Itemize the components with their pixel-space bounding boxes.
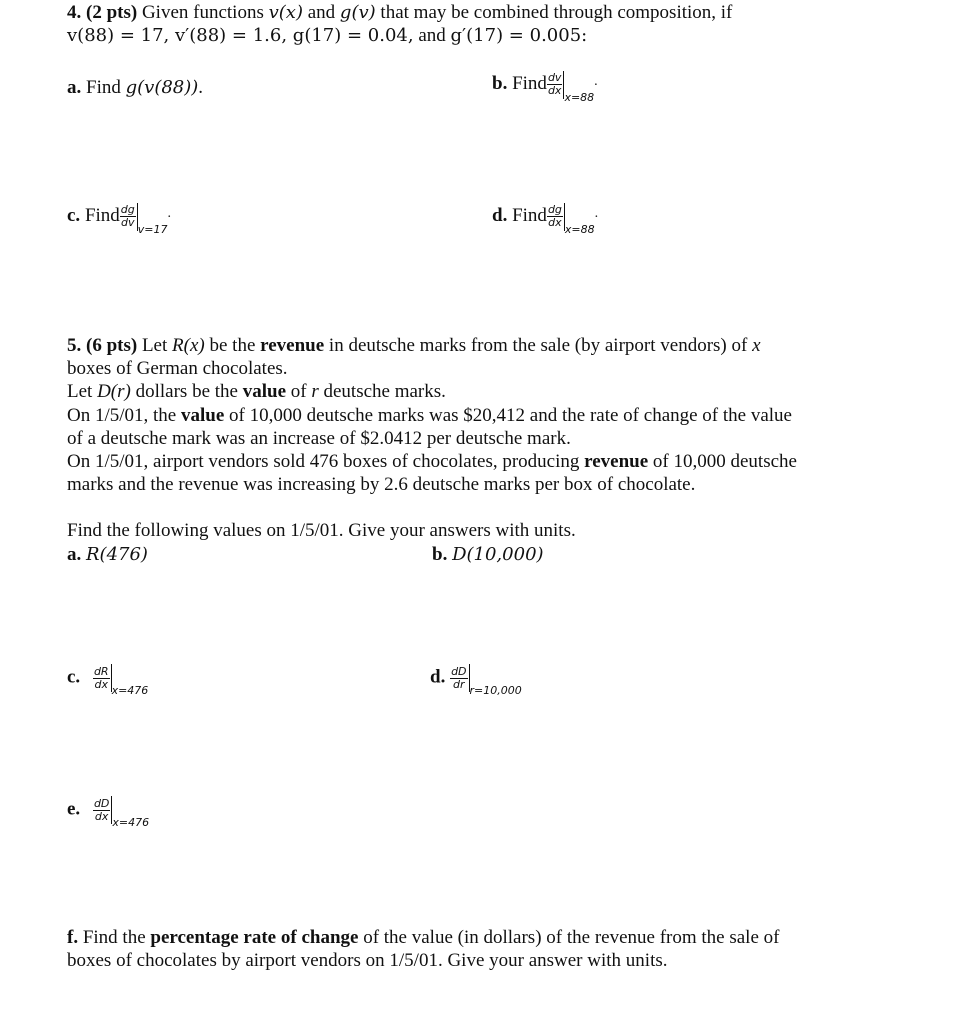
- part-c-label: c.: [67, 666, 81, 688]
- function-v: v(x): [268, 2, 303, 23]
- problem5-part-b: [432, 543, 544, 566]
- keyword-revenue: revenue: [584, 451, 649, 472]
- part-a-text: Find: [86, 77, 121, 98]
- fraction-numerator: dD: [93, 796, 110, 810]
- part-c-text: Find: [84, 205, 120, 226]
- fraction-numerator: dv: [547, 71, 562, 85]
- text: of: [290, 381, 307, 402]
- text: On 1/5/01, airport vendors sold 476 boxes of chocolates, producing: [67, 451, 580, 472]
- text: of 10,000 deutsche marks was $20,412 and the rate of change of the value: [229, 405, 792, 426]
- problem5-line7: marks and the revenue was increasing by 2.6 deutsche marks per box of chocolate.: [67, 474, 696, 495]
- variable-x: x: [752, 335, 761, 356]
- problem5-number: 5.: [67, 335, 82, 356]
- problem5-line4: [67, 404, 792, 427]
- part-a-expr: R(476): [86, 544, 148, 565]
- function-R: R(x): [172, 335, 205, 356]
- part-b-label: b.: [432, 544, 448, 565]
- problem5-part-e: [67, 796, 149, 834]
- problem5-line1: [67, 334, 761, 357]
- part-f-label: f.: [67, 927, 79, 948]
- problem5-part-c: [67, 664, 148, 702]
- function-g: g(v): [339, 2, 376, 23]
- problem5-part-a: [67, 543, 148, 566]
- part-b-expr: D(10,000): [452, 544, 544, 565]
- problem5-line2: boxes of German chocolates.: [67, 358, 288, 379]
- fraction-numerator: dD: [451, 664, 467, 678]
- problem4-line2: [67, 24, 587, 47]
- evaluation-point: v=17: [137, 223, 168, 236]
- problem4-part-a: [67, 76, 203, 99]
- problem4-and: and: [307, 2, 336, 23]
- given-and: and: [418, 25, 446, 46]
- fraction-denominator: dx: [94, 677, 108, 691]
- text: in deutsche marks from the sale (by airport vendors) of: [328, 335, 748, 356]
- derivative-dR-dx: [93, 666, 110, 691]
- problem5-points: (6 pts): [86, 335, 138, 356]
- derivative-dg-dv: [120, 204, 136, 229]
- fraction-denominator: dv: [121, 216, 135, 230]
- problem4-part-c: c. Find $\frac{dg}{dv}$ v=17.: [67, 202, 171, 241]
- problem4-line1: [67, 1, 732, 24]
- problem4-part-d: d. Find $\frac{dg}{dx}$ x=88.: [492, 202, 598, 241]
- problem5-part-f-line2: boxes of chocolates by airport vendors on 1/5/01. Give your answer with units.: [67, 950, 668, 971]
- keyword-percentage-rate: percentage rate of change: [150, 927, 359, 948]
- function-D: D(r): [97, 381, 131, 402]
- text: deutsche marks.: [323, 381, 446, 402]
- given-values: v(88) = 17, v′(88) = 1.6, g(17) = 0.04,: [67, 25, 414, 46]
- part-b-label: b.: [492, 73, 508, 94]
- variable-r: r: [311, 381, 319, 402]
- evaluation-point: x=476: [111, 684, 149, 698]
- evaluation-point: x=88: [564, 223, 595, 236]
- fraction-denominator: dx: [548, 216, 562, 230]
- text: be the: [209, 335, 256, 356]
- part-c-label: c.: [67, 205, 81, 226]
- fraction-numerator: dR: [93, 664, 109, 678]
- problem4-intro-tail: that may be combined through composition, if: [380, 2, 733, 23]
- part-a-label: a.: [67, 77, 82, 98]
- problem5-line3: [67, 380, 446, 403]
- part-d-label: d.: [430, 666, 446, 688]
- text: Let: [141, 335, 168, 356]
- derivative-dv-dx: [547, 72, 563, 97]
- fraction-denominator: dx: [94, 809, 109, 823]
- part-d-label: d.: [492, 205, 508, 226]
- part-b-text: Find: [512, 73, 547, 94]
- fraction-numerator: dg: [120, 203, 135, 217]
- derivative-dD-dx: [93, 798, 110, 823]
- text: dollars be the: [135, 381, 238, 402]
- text: of 10,000 deutsche: [652, 451, 797, 472]
- derivative-dD-dr: [450, 666, 467, 691]
- derivative-dg-dx: [547, 204, 563, 229]
- problem4-points: (2 pts): [86, 2, 138, 23]
- part-d-text: Find: [512, 205, 547, 226]
- problem4-number: 4.: [67, 2, 82, 23]
- keyword-revenue: revenue: [260, 335, 325, 356]
- problem5-part-f-line1: [67, 926, 779, 949]
- fraction-numerator: dg: [547, 203, 562, 217]
- evaluation-point: x=476: [112, 816, 150, 830]
- problem5-line5: of a deutsche mark was an increase of $2.0412 per deutsche mark.: [67, 428, 571, 449]
- part-a-label: a.: [67, 544, 82, 565]
- evaluation-point: x=88: [564, 91, 595, 104]
- text: Let: [67, 381, 93, 402]
- keyword-value: value: [242, 381, 286, 402]
- problem5-instructions: Find the following values on 1/5/01. Give your answers with units.: [67, 520, 576, 541]
- given-last: g′(17) = 0.005:: [450, 25, 588, 46]
- evaluation-point: r=10,000: [469, 684, 522, 698]
- part-e-label: e.: [67, 798, 81, 820]
- fraction-denominator: dr: [453, 677, 465, 691]
- problem4-intro: Given functions: [141, 2, 264, 23]
- problem5-part-d: [430, 664, 522, 702]
- fraction-denominator: dx: [547, 84, 562, 98]
- part-a-period: .: [198, 77, 204, 98]
- text: On 1/5/01, the: [67, 405, 177, 426]
- keyword-value: value: [181, 405, 225, 426]
- problem5-line6: [67, 450, 797, 473]
- text: of the value (in dollars) of the revenue from the sale of: [363, 927, 780, 948]
- part-a-expr: g(v(88)): [125, 77, 199, 98]
- text: Find the: [82, 927, 146, 948]
- problem4-part-b: b. Find $\frac{dv}{dx}$ x=88.: [492, 70, 598, 109]
